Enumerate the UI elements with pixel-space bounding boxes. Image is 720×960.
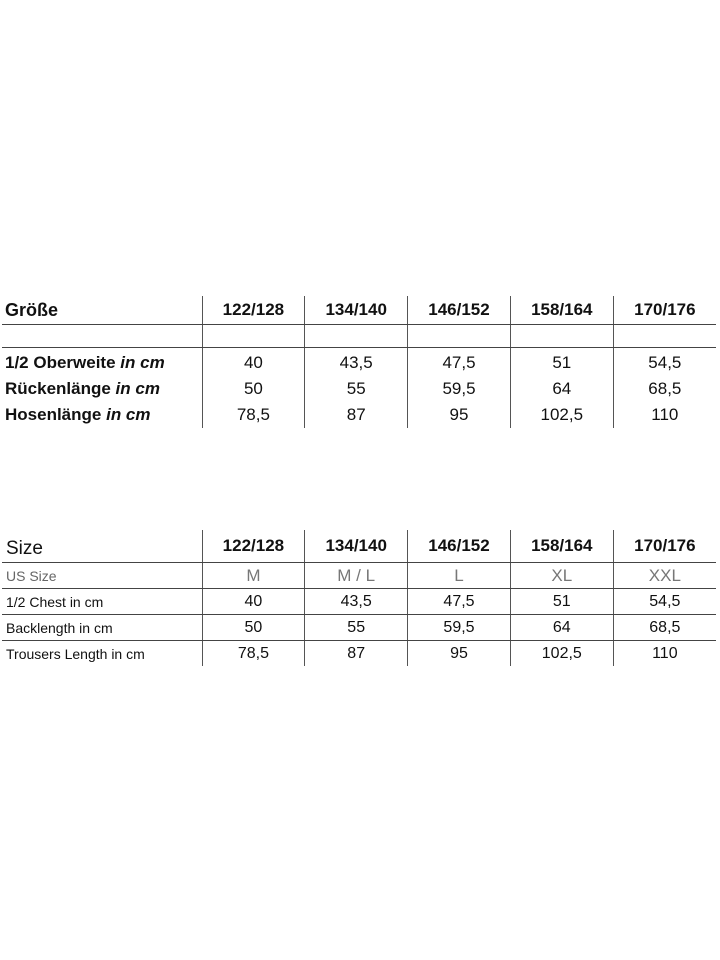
spacer-cell	[2, 325, 202, 348]
value-cell: 50	[202, 376, 305, 402]
spacer-cell	[305, 325, 408, 348]
value-cell: 51	[510, 348, 613, 377]
spacer-cell	[408, 325, 511, 348]
value-cell: 54,5	[613, 589, 716, 615]
value-cell: 102,5	[510, 641, 613, 667]
value-cell: 110	[613, 641, 716, 667]
value-cell: 51	[510, 589, 613, 615]
size-table-german	[2, 296, 716, 428]
us-size-cell: M	[202, 563, 305, 589]
value-cell: 64	[510, 615, 613, 641]
us-size-cell: M / L	[305, 563, 408, 589]
spacer-cell	[202, 325, 305, 348]
value-cell: 102,5	[510, 402, 613, 428]
header-row	[2, 296, 716, 325]
row-unit: in cm	[115, 379, 160, 398]
value-cell: 78,5	[202, 641, 305, 667]
table-row	[2, 402, 716, 428]
us-size-cell: L	[408, 563, 511, 589]
table-row	[2, 641, 716, 667]
row-label: Backlength in cm	[2, 615, 202, 641]
table-row	[2, 376, 716, 402]
row-label: Trousers Length in cm	[6, 645, 145, 662]
us-size-row	[2, 563, 716, 589]
value-cell: 59,5	[408, 376, 511, 402]
table-row	[2, 348, 716, 377]
spacer-cell	[613, 325, 716, 348]
size-cell: 122/128	[202, 296, 305, 325]
row-label	[2, 348, 202, 377]
row-label: 1/2 Chest in cm	[2, 589, 202, 615]
row-label: US Size	[2, 563, 202, 589]
value-cell: 40	[202, 348, 305, 377]
header-label: Größe	[2, 296, 202, 325]
us-size-cell: XXL	[613, 563, 716, 589]
value-cell: 43,5	[305, 589, 408, 615]
value-cell: 95	[408, 641, 511, 667]
size-cell: 134/140	[305, 530, 408, 563]
header-row	[2, 530, 716, 563]
value-cell: 59,5	[408, 615, 511, 641]
size-cell: 158/164	[510, 296, 613, 325]
size-cell: 170/176	[613, 530, 716, 563]
value-cell: 95	[408, 402, 511, 428]
value-cell: 110	[613, 402, 716, 428]
row-label-text: Rückenlänge	[5, 379, 116, 398]
size-cell: 146/152	[408, 530, 511, 563]
spacer-row	[2, 325, 716, 348]
row-unit: in cm	[120, 353, 165, 372]
table-row	[2, 615, 716, 641]
value-cell: 47,5	[408, 589, 511, 615]
value-cell: 54,5	[613, 348, 716, 377]
spacer-cell	[510, 325, 613, 348]
row-unit: in cm	[106, 405, 151, 424]
row-label-text: Hosenlänge	[5, 405, 107, 424]
value-cell: 87	[305, 641, 408, 667]
value-cell: 55	[305, 376, 408, 402]
value-cell: 47,5	[408, 348, 511, 377]
value-cell: 43,5	[305, 348, 408, 377]
value-cell: 40	[202, 589, 305, 615]
us-size-cell: XL	[510, 563, 613, 589]
size-cell: 158/164	[510, 530, 613, 563]
row-label-text: 1/2 Oberweite	[5, 353, 121, 372]
size-cell: 170/176	[613, 296, 716, 325]
value-cell: 50	[202, 615, 305, 641]
size-cell: 146/152	[408, 296, 511, 325]
value-cell: 87	[305, 402, 408, 428]
size-table-english	[2, 530, 716, 666]
row-label	[2, 376, 202, 402]
value-cell: 78,5	[202, 402, 305, 428]
row-label	[2, 402, 202, 428]
size-cell: 122/128	[202, 530, 305, 563]
value-cell: 68,5	[613, 376, 716, 402]
value-cell: 55	[305, 615, 408, 641]
value-cell: 68,5	[613, 615, 716, 641]
value-cell: 64	[510, 376, 613, 402]
header-label: Size	[2, 530, 202, 563]
size-cell: 134/140	[305, 296, 408, 325]
table-row	[2, 589, 716, 615]
